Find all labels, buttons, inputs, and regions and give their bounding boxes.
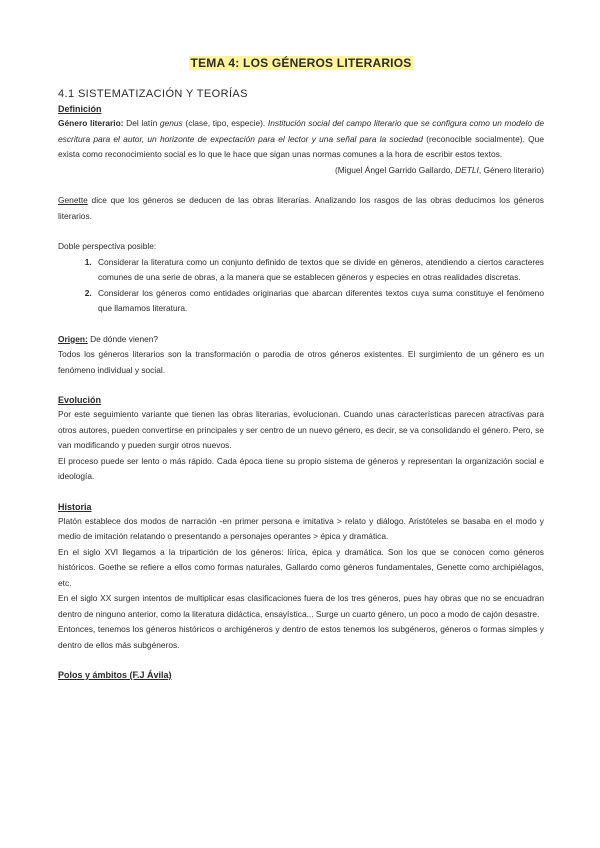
perspectiva-intro: Doble perspectiva posible: bbox=[58, 241, 157, 251]
historia-heading: Historia bbox=[58, 501, 92, 512]
evolucion-p1: Por este seguimiento variante que tienen las obras literarias, evolucionan. Cuando unas características parecen atractivas para otros autores, pueden convertirse en principales y ser centro de un nuevo género, es decir, se va consolidando el género. Pero, se van modificando y pueden surgir otros nuevos. bbox=[58, 409, 544, 450]
origen-text: Todos los géneros literarios son la transformación o parodia de otros géneros existentes. El surgimiento de un género es un fenómeno individual y social. bbox=[58, 349, 544, 375]
section-heading: 4.1 SISTEMATIZACIÓN Y TEORÍAS bbox=[58, 88, 248, 100]
document-title bbox=[58, 56, 544, 70]
definicion-text-c: (reconocible socialmente). Que exista como reconocimiento social es lo que le hace que sigan unas normas comunes a la hora de escribir estos textos. bbox=[58, 133, 544, 159]
definicion-italic: Institución social del campo literario que se configura como un modelo de escritura para el autor, un horizonte de expectación para el lector y una señal para la sociedad bbox=[58, 118, 544, 144]
definicion-genus: genus bbox=[159, 118, 183, 128]
genette-paragraph bbox=[58, 193, 544, 224]
definicion-citation bbox=[58, 163, 544, 179]
evolucion-p2: El proceso puede ser lento o más rápido. Cada época tiene su propio sistema de géneros y representan la organización social e ideología. bbox=[58, 455, 544, 481]
cite-entry: , Género literario) bbox=[478, 164, 544, 175]
cite-source: DETLI bbox=[455, 164, 479, 175]
historia-p1: Platón establece dos modos de narración -en primer persona e imitativa > relato y diálogo. Aristóteles se basaba en el modo y medio de imitación relatando o presentando a personajes operantes > épica y dramática. bbox=[58, 515, 544, 541]
definicion-term: Género literario: bbox=[58, 118, 124, 128]
genette-name: Genette bbox=[58, 195, 88, 205]
title-highlight: TEMA 4: LOS GÉNEROS LITERARIOS bbox=[190, 56, 412, 70]
polos-heading: Polos y ámbitos (F.J Ávila) bbox=[58, 670, 172, 680]
origen-heading: Origen: bbox=[58, 333, 88, 344]
perspectiva-list bbox=[58, 255, 544, 317]
historia-p3: En el siglo XX surgen intentos de multiplicar esas clasificaciones fuera de los tres géneros, pues hay obras que no se encuadran dentro de ninguno anterior, como la literatura didáctica, ensayística... Surge un cuarto género, un poco a modo de cajón desastre. bbox=[58, 593, 544, 619]
origen-question: De dónde vienen? bbox=[87, 333, 159, 344]
genette-text: dice que los géneros se deducen de las obras literarias. Analizando los rasgos de las obras deducimos los géneros literarios. bbox=[58, 195, 544, 221]
definicion-paragraph bbox=[58, 116, 544, 163]
document-page bbox=[58, 52, 544, 682]
evolucion-heading: Evolución bbox=[58, 395, 102, 405]
list-item: 2. Considerar los géneros como entidades originarias que abarcan diferentes textos cuya suma constituye el fenómeno que llamamos literatura. bbox=[94, 286, 544, 317]
origen-paragraph bbox=[58, 332, 544, 348]
definicion-text-b: (clase, tipo, especie). bbox=[182, 118, 268, 128]
definicion-heading: Definición bbox=[58, 104, 102, 114]
list-item: 1. Considerar la literatura como un conjunto definido de textos que se divide en géneros, atendiendo a ciertos caracteres comunes de una serie de obras, a la manera que se establecen géneros y especies en otras realidades discretas. bbox=[94, 255, 544, 286]
historia-p4: Entonces, tenemos los géneros históricos o archigéneros y dentro de estos tenemos los subgéneros, géneros o formas simples y dentro de ellos más subgéneros. bbox=[58, 624, 544, 650]
cite-author: (Miguel Ángel Garrido Gallardo, bbox=[334, 164, 456, 175]
historia-p2: En el siglo XVI llegamos a la tripartición de los géneros: lírica, épica y dramática. Son los que se conocen como géneros históricos. Goethe se refiere a ellos como formas naturales, Gallardo como géneros fundamentales, Genette como archipiélagos, etc. bbox=[58, 546, 544, 588]
definicion-text-a: Del latín bbox=[123, 118, 160, 128]
